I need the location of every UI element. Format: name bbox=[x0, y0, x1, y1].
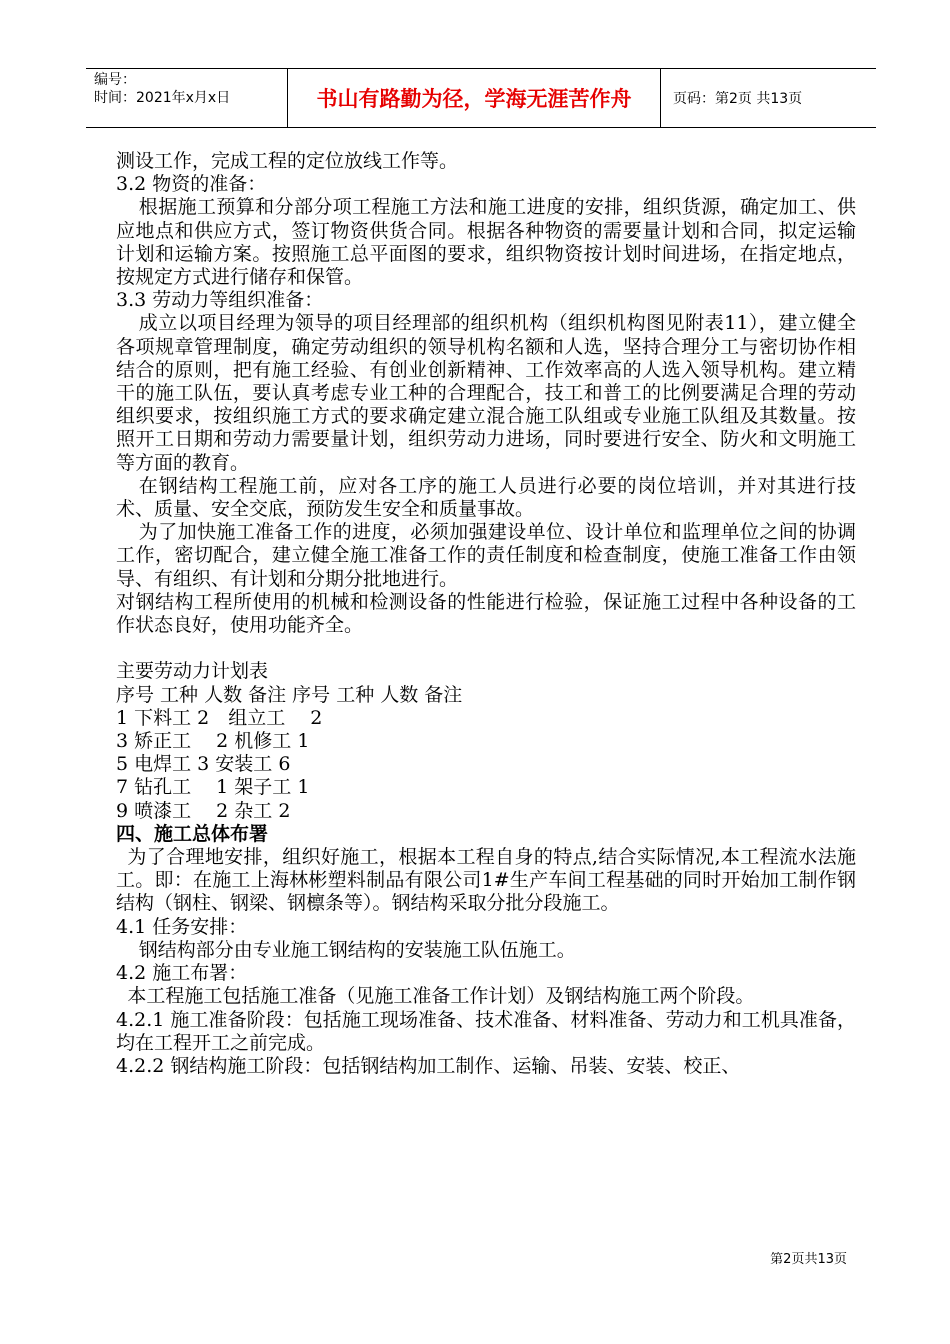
header-motto: 书山有路勤为径，学海无涯苦作舟 bbox=[288, 69, 661, 127]
paragraph: 4.2.2 钢结构施工阶段：包括钢结构加工制作、运输、吊装、安装、校正、 bbox=[116, 1054, 741, 1077]
section-heading-3-3: 3.3 劳动力等组织准备： bbox=[116, 289, 324, 312]
section-heading-3-2: 3.2 物资的准备： bbox=[116, 173, 267, 196]
header-meta bbox=[86, 69, 288, 127]
document-body bbox=[116, 150, 856, 1078]
paragraph: 本工程施工包括施工准备（见施工准备工作计划）及钢结构施工两个阶段。 bbox=[127, 985, 755, 1008]
paragraph: 成立以项目经理为领导的项目经理部的组织机构（组织机构图见附表11），建立健全各项规章管理制度，确定劳动组织的领导机构名额和人选，坚持合理分工与密切协作相结合的原则，把有施工经验、有创业创新精神、工作效率高的人选入领导机构。建立精干的施工队伍，要认真考虑专业工种的合理配合，技工和普工的比例要满足合理的劳动组织要求，按组织施工方式的要求确定建立混合施工队组或专业施工队组及其数量。按照开工日期和劳动力需要量计划，组织劳动力进场，同时要进行安全、防火和文明施工等方面的教育。 bbox=[116, 312, 856, 474]
paragraph: 为了合理地安排，组织好施工，根据本工程自身的特点,结合实际情况,本工程流水法施工。即：在施工上海林彬塑料制品有限公司1#生产车间工程基础的同时开始加工制作钢结构（钢柱、钢梁、钢檩条等）。钢结构采取分批分段施工。 bbox=[116, 846, 856, 915]
paragraph: 对钢结构工程所使用的机械和检测设备的性能进行检验，保证施工过程中各种设备的工作状态良好，使用功能齐全。 bbox=[116, 590, 856, 637]
section-heading-4: 四、施工总体布署 bbox=[116, 822, 269, 845]
table-title: 主要劳动力计划表 bbox=[116, 660, 269, 683]
paragraph: 根据施工预算和分部分项工程施工方法和施工进度的安排，组织货源，确定加工、供应地点和供应方式，签订物资供货合同。根据各种物资的需要量计划和合同，拟定运输计划和运输方案。按照施工总平面图的要求，组织物资按计划时间进场，在指定地点，按规定方式进行储存和保管。 bbox=[116, 196, 856, 289]
paragraph: 4.2.1 施工准备阶段：包括施工现场准备、技术准备、材料准备、劳动力和工机具准备，均在工程开工之前完成。 bbox=[116, 1008, 856, 1054]
header-page-number: 页码：第2页 共13页 bbox=[673, 91, 803, 107]
paragraph: 钢结构部分由专业施工钢结构的安装施工队伍施工。 bbox=[138, 938, 576, 961]
section-heading-4-2: 4.2 施工布署： bbox=[116, 962, 248, 985]
paragraph: 在钢结构工程施工前，应对各工序的施工人员进行必要的岗位培训，并对其进行技术、质量、安全交底，预防发生安全和质量事故。 bbox=[116, 474, 856, 521]
page-header bbox=[86, 68, 876, 128]
table-row: 3 矫正工 2 机修工 1 bbox=[116, 730, 310, 753]
paragraph: 测设工作，完成工程的定位放线工作等。 bbox=[116, 150, 459, 172]
table-header-row: 序号 工种 人数 备注 序号 工种 人数 备注 bbox=[116, 683, 463, 706]
table-row: 1 下料工 2 组立工 2 bbox=[116, 706, 323, 729]
table-row: 7 钻孔工 1 架子工 1 bbox=[116, 776, 310, 799]
section-heading-4-1: 4.1 任务安排： bbox=[116, 915, 248, 938]
paragraph: 为了加快施工准备工作的进度，必须加强建设单位、设计单位和监理单位之间的协调工作，密切配合，建立健全施工准备工作的责任制度和检查制度，使施工准备工作由领导、有组织、有计划和分期分批地进行。 bbox=[116, 521, 856, 590]
table-row: 9 喷漆工 2 杂工 2 bbox=[116, 799, 291, 822]
table-row: 5 电焊工 3 安装工 6 bbox=[116, 753, 291, 776]
number-label: 编号： bbox=[94, 72, 136, 88]
spacer bbox=[116, 637, 856, 660]
time-label: 时间：2021年x月x日 bbox=[94, 90, 231, 106]
page-footer: 第2页共13页 bbox=[770, 1252, 847, 1267]
